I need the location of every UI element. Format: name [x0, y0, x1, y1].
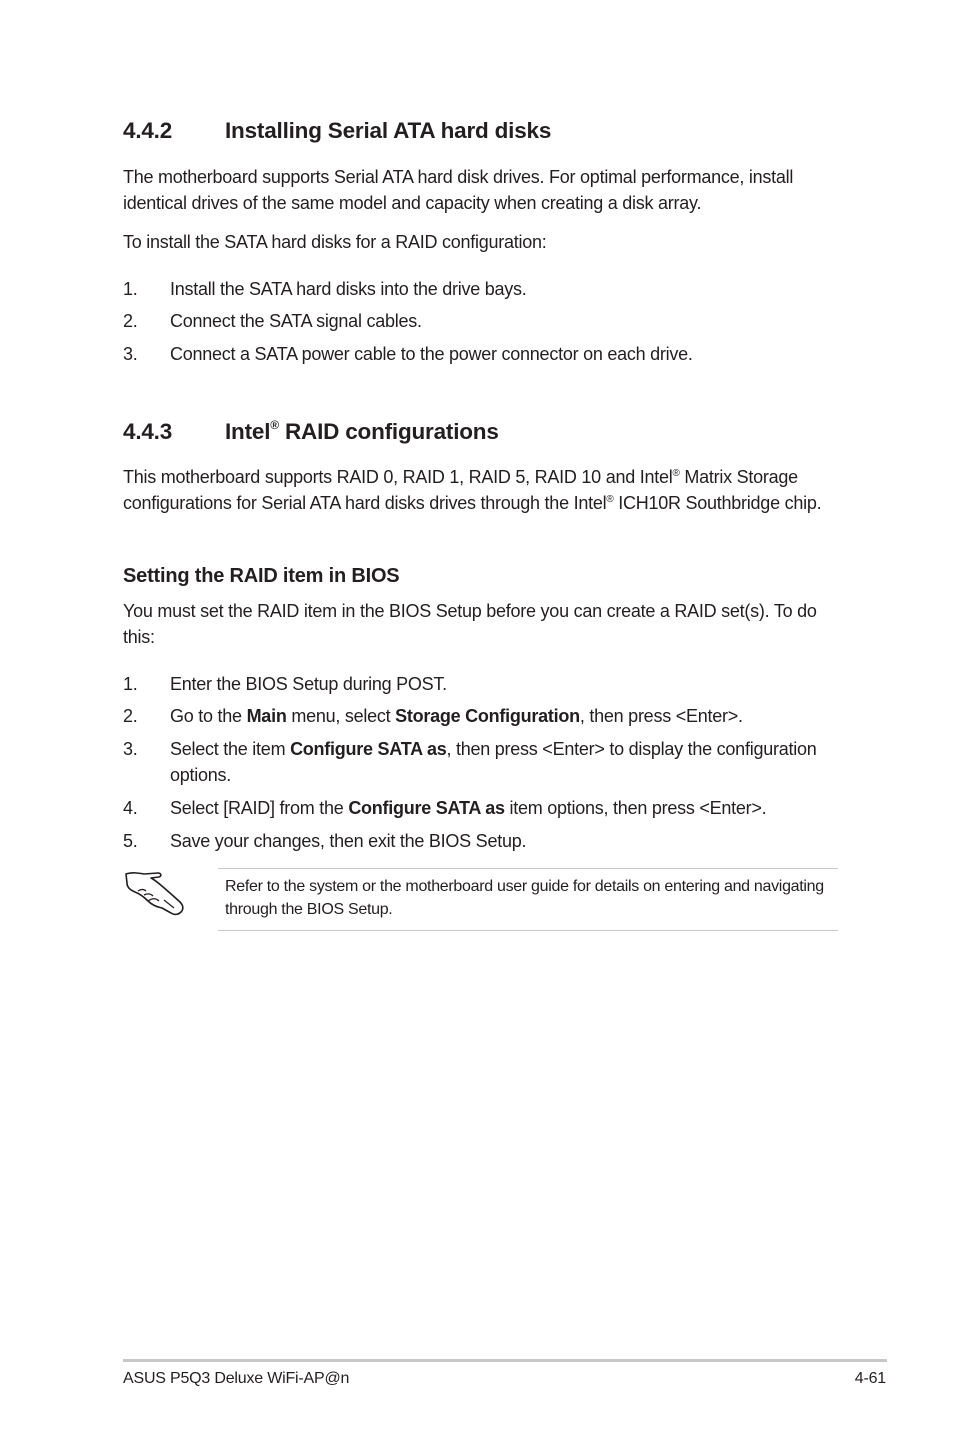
section-4-4-2-heading [123, 118, 551, 144]
sata-install-steps [123, 276, 843, 367]
registered-mark: ® [270, 417, 279, 432]
section-title: Installing Serial ATA hard disks [225, 118, 552, 143]
bios-intro-paragraph: You must set the RAID item in the BIOS Setup before you can create a RAID set(s). To do this: [123, 601, 817, 647]
note-box [218, 868, 838, 931]
list-item: 3. Select the item Configure SATA as, then press <Enter> to display the configuration options. [123, 739, 817, 785]
list-item: 2. Connect the SATA signal cables. [123, 311, 422, 331]
list-item: 4. Select [RAID] from the Configure SATA as item options, then press <Enter>. [123, 798, 767, 818]
bios-subheading: Setting the RAID item in BIOS [123, 565, 400, 587]
footer-divider [123, 1359, 887, 1362]
note-text: Refer to the system or the motherboard user guide for details on entering and navigating through the BIOS Setup. [225, 878, 824, 918]
section-number: 4.4.3 [123, 419, 173, 444]
sata-intro-paragraph: The motherboard supports Serial ATA hard disk drives. For optimal performance, install identical drives of the same model and capacity when creating a disk array. [123, 167, 794, 213]
section-4-4-3-heading: 4.4.3 Intel® RAID configurations [123, 417, 499, 444]
sata-lead-paragraph: To install the SATA hard disks for a RAID configuration: [123, 232, 547, 252]
footer-product-name: ASUS P5Q3 Deluxe WiFi-AP@n [123, 1370, 350, 1387]
footer-page-number: 4-61 [854, 1370, 886, 1387]
list-item: 3. Connect a SATA power cable to the power connector on each drive. [123, 344, 693, 364]
list-item: 2. Go to the Main menu, select Storage Configuration, then press <Enter>. [123, 706, 743, 726]
pointing-hand-icon [124, 868, 186, 918]
raid-intro-paragraph: This motherboard supports RAID 0, RAID 1, RAID 5, RAID 10 and Intel® Matrix Storage configurations for Serial ATA hard disks drives through the Intel® ICH10R Southbridge chip. [123, 467, 822, 513]
section-number: 4.4.2 [123, 118, 173, 143]
list-item: 5. Save your changes, then exit the BIOS Setup. [123, 831, 527, 851]
list-item: 1. Install the SATA hard disks into the drive bays. [123, 279, 527, 299]
list-item: 1. Enter the BIOS Setup during POST. [123, 674, 447, 694]
bios-steps [123, 671, 843, 854]
